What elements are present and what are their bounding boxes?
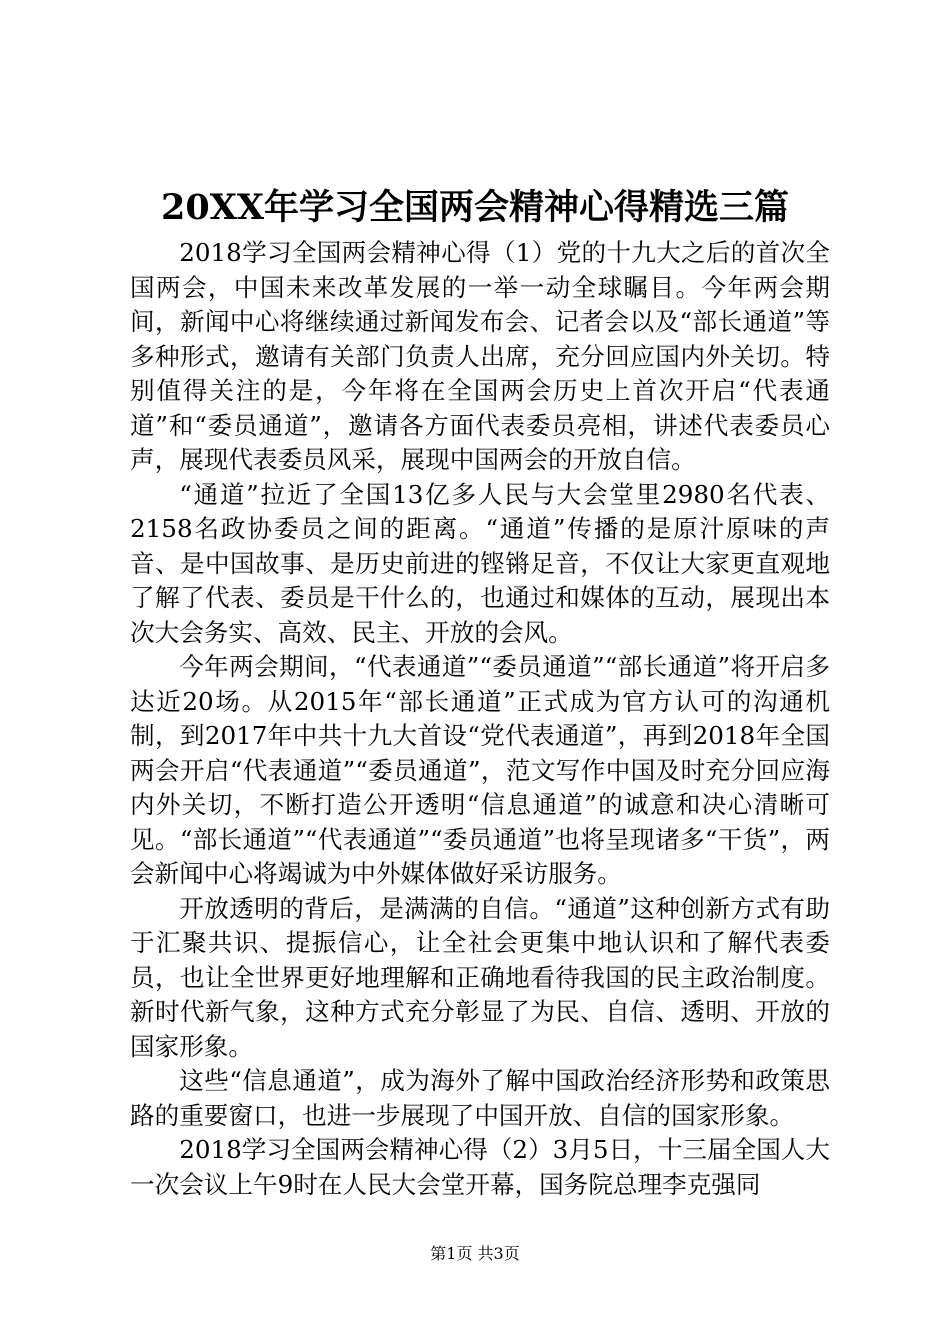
paragraph: “通道”拉近了全国13亿多人民与大会堂里2980名代表、2158名政协委员之间的距离。“通道”传播的是原汁原味的声音、是中国故事、是历史前进的铿锵足音，不仅让大家更直观地了解了代表、委员是干什么的，也通过和媒体的互动，展现出本次大会务实、高效、民主、开放的会风。: [130, 479, 830, 647]
document-body: [130, 236, 830, 1202]
paragraph: 今年两会期间，“代表通道”“委员通道”“部长通道”将开启多达近20场。从2015年“部长通道”正式成为官方认可的沟通机制，到2017年中共十九大首设“党代表通道”，再到2018年全国两会开启“代表通道”“委员通道”，范文写作中国及时充分回应海内外关切，不断打造公开透明“信息通道”的诚意和决心清晰可见。“部长通道”“代表通道”“委员通道”也将呈现诸多“干货”，两会新闻中心将竭诚为中外媒体做好采访服务。: [130, 652, 830, 888]
paragraph: 2018学习全国两会精神心得（1）党的十九大之后的首次全国两会，中国未来改革发展的一举一动全球瞩目。今年两会期间，新闻中心将继续通过新闻发布会、记者会以及“部长通道”等多种形式，邀请有关部门负责人出席，充分回应国内外关切。特别值得关注的是，今年将在全国两会历史上首次开启“代表通道”和“委员通道”，邀请各方面代表委员亮相，讲述代表委员心声，展现代表委员风采，展现中国两会的开放自信。: [130, 238, 830, 474]
page-footer: 第1页 共3页: [430, 1244, 520, 1263]
paragraph: 这些“信息通道”，成为海外了解中国政治经济形势和政策思路的重要窗口，也进一步展现了中国开放、自信的国家形象。: [130, 1066, 830, 1130]
paragraph: 2018学习全国两会精神心得（2）3月5日，十三届全国人大一次会议上午9时在人民大会堂开幕，国务院总理李克强同: [130, 1135, 830, 1199]
paragraph: 开放透明的背后，是满满的自信。“通道”这种创新方式有助于汇聚共识、提振信心，让全社会更集中地认识和了解代表委员，也让全世界更好地理解和正确地看待我国的民主政治制度。新时代新气象，这种方式充分彰显了为民、自信、透明、开放的国家形象。: [130, 893, 830, 1061]
document-title: 20XX年学习全国两会精神心得精选三篇: [160, 187, 790, 228]
